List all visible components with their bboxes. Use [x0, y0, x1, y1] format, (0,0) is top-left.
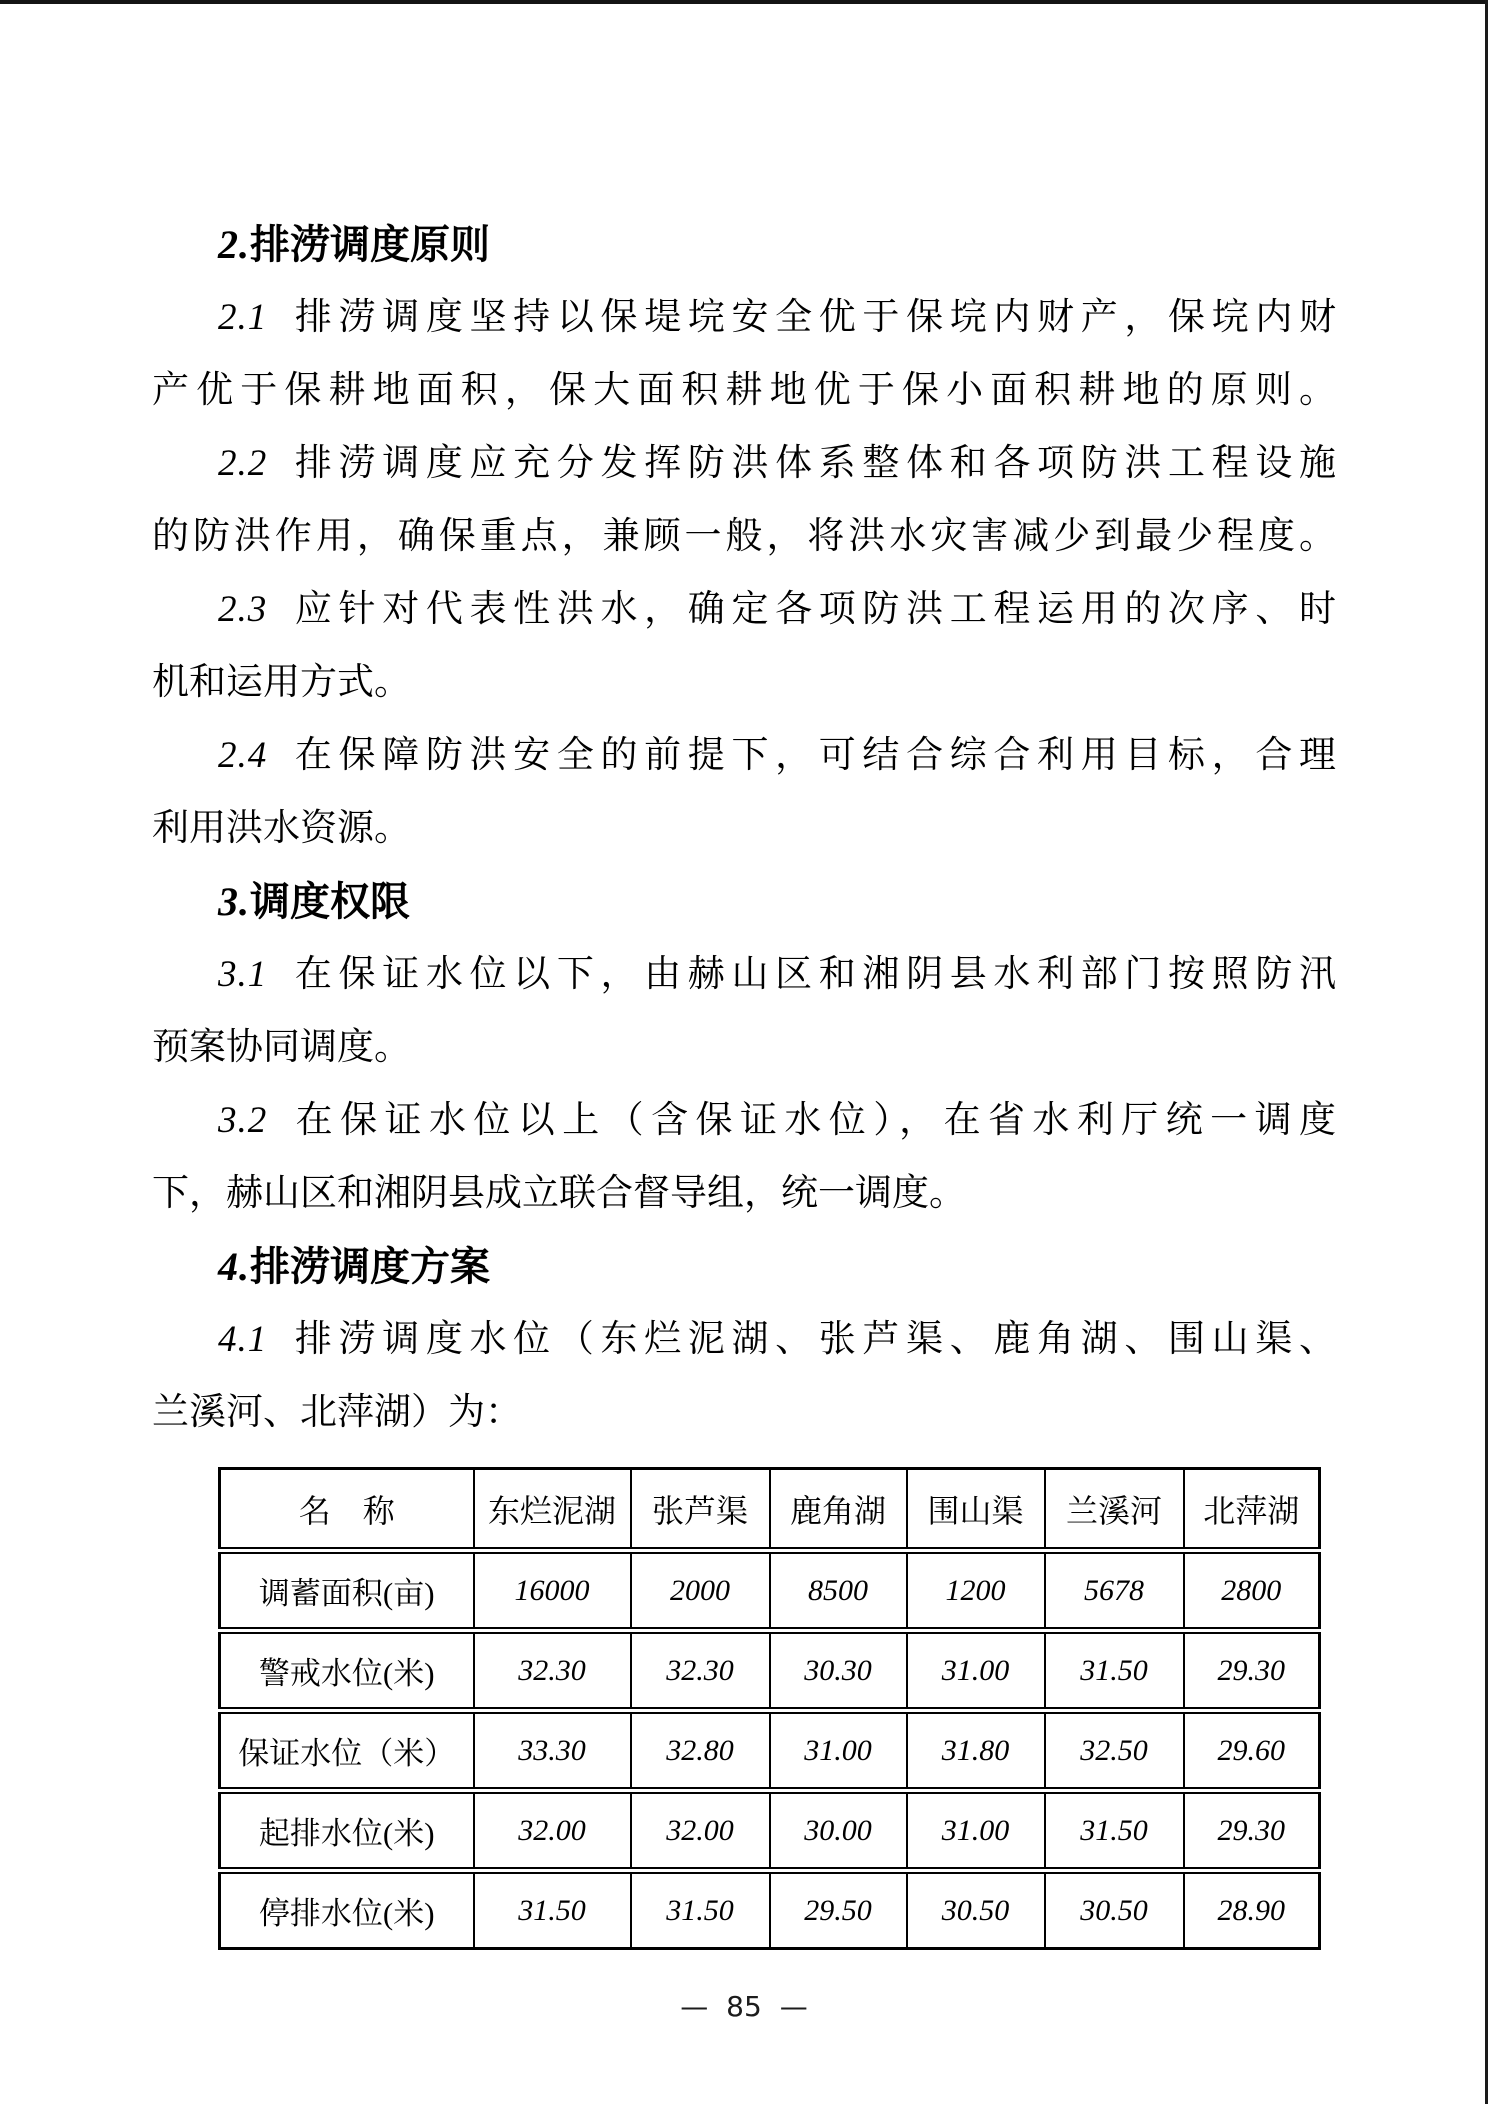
para-text: 机和运用方式。 — [152, 662, 411, 703]
para-text: 的防洪作用，确保重点，兼顾一般，将洪水灾害减少到最少程度。 — [152, 516, 1336, 557]
table-row-label: 调蓄面积(亩) — [220, 1551, 474, 1631]
table-header-cell: 张芦渠 — [631, 1469, 770, 1551]
para-text: 排涝调度应充分发挥防洪体系整体和各项防洪工程设施 — [288, 443, 1336, 484]
table-cell: 33.30 — [474, 1711, 631, 1791]
table-row — [220, 1631, 1320, 1711]
para-number: 2.1 — [218, 297, 268, 338]
page-number: — 85 — — [680, 1990, 808, 2023]
para-2-3-line-2 — [152, 646, 1336, 719]
para-4-1-line-1 — [152, 1303, 1336, 1376]
heading-number: 3. — [218, 879, 250, 924]
table-row-label: 停排水位(米) — [220, 1871, 474, 1949]
table-cell: 31.50 — [474, 1871, 631, 1949]
heading-2 — [152, 208, 1336, 281]
table-cell: 16000 — [474, 1551, 631, 1631]
table-header-cell: 东烂泥湖 — [474, 1469, 631, 1551]
table-header-cell: 北萍湖 — [1184, 1469, 1320, 1551]
table-header-row — [220, 1469, 1320, 1551]
table-row-label: 起排水位(米) — [220, 1791, 474, 1871]
para-2-2-line-2 — [152, 500, 1336, 573]
table-cell: 30.50 — [1045, 1871, 1184, 1949]
table-cell: 31.80 — [907, 1711, 1045, 1791]
table-cell: 32.30 — [474, 1631, 631, 1711]
table-header-cell: 名 称 — [220, 1469, 474, 1551]
para-number: 3.2 — [218, 1100, 268, 1141]
para-text: 在保证水位以下，由赫山区和湘阴县水利部门按照防汛 — [288, 954, 1336, 995]
para-2-1-line-2 — [152, 354, 1336, 427]
table-cell: 32.00 — [474, 1791, 631, 1871]
table-cell: 8500 — [770, 1551, 907, 1631]
para-text: 兰溪河、北萍湖）为： — [152, 1392, 522, 1433]
para-text: 排涝调度水位（东烂泥湖、张芦渠、鹿角湖、围山渠、 — [288, 1319, 1336, 1360]
table-cell: 29.30 — [1184, 1631, 1320, 1711]
para-4-1-line-2 — [152, 1376, 1336, 1449]
para-text: 在保证水位以上（含保证水位），在省水利厅统一调度 — [288, 1100, 1336, 1141]
para-2-4-line-1 — [152, 719, 1336, 792]
table-cell: 31.50 — [1045, 1631, 1184, 1711]
document-body-text — [152, 208, 1336, 1449]
para-number: 2.4 — [218, 735, 268, 776]
table-cell: 31.00 — [907, 1631, 1045, 1711]
table-cell: 29.60 — [1184, 1711, 1320, 1791]
table-cell: 28.90 — [1184, 1871, 1320, 1949]
table-header-cell: 兰溪河 — [1045, 1469, 1184, 1551]
table-cell: 31.50 — [1045, 1791, 1184, 1871]
para-3-1-line-1 — [152, 938, 1336, 1011]
table-row — [220, 1791, 1320, 1871]
heading-text: 排涝调度原则 — [250, 222, 490, 267]
scan-edge-top — [0, 0, 1488, 4]
para-number: 2.3 — [218, 589, 268, 630]
heading-text: 调度权限 — [250, 879, 410, 924]
table-row-label: 保证水位（米） — [220, 1711, 474, 1791]
drainage-water-level-table — [218, 1467, 1321, 1950]
para-text: 在保障防洪安全的前提下，可结合综合利用目标，合理 — [288, 735, 1336, 776]
table-cell: 29.50 — [770, 1871, 907, 1949]
para-text: 应针对代表性洪水，确定各项防洪工程运用的次序、时 — [288, 589, 1336, 630]
heading-3 — [152, 865, 1336, 938]
table-cell: 1200 — [907, 1551, 1045, 1631]
heading-number: 4. — [218, 1244, 250, 1289]
para-3-1-line-2 — [152, 1011, 1336, 1084]
table-cell: 30.50 — [907, 1871, 1045, 1949]
para-2-4-line-2 — [152, 792, 1336, 865]
para-text: 排涝调度坚持以保堤垸安全优于保垸内财产，保垸内财 — [288, 297, 1336, 338]
heading-text: 排涝调度方案 — [250, 1244, 490, 1289]
table-header-cell: 围山渠 — [907, 1469, 1045, 1551]
table-row — [220, 1551, 1320, 1631]
para-2-3-line-1 — [152, 573, 1336, 646]
heading-number: 2. — [218, 222, 250, 267]
table-cell: 32.30 — [631, 1631, 770, 1711]
para-3-2-line-1 — [152, 1084, 1336, 1157]
para-text: 下，赫山区和湘阴县成立联合督导组，统一调度。 — [152, 1173, 966, 1214]
table-cell: 32.00 — [631, 1791, 770, 1871]
table-cell: 31.00 — [907, 1791, 1045, 1871]
para-text: 预案协同调度。 — [152, 1027, 411, 1068]
table-cell: 32.50 — [1045, 1711, 1184, 1791]
para-number: 3.1 — [218, 954, 268, 995]
para-3-2-line-2 — [152, 1157, 1336, 1230]
table-cell: 32.80 — [631, 1711, 770, 1791]
para-text: 产优于保耕地面积，保大面积耕地优于保小面积耕地的原则。 — [152, 370, 1336, 411]
table-cell: 30.30 — [770, 1631, 907, 1711]
para-2-2-line-1 — [152, 427, 1336, 500]
table-row — [220, 1871, 1320, 1949]
para-2-1-line-1 — [152, 281, 1336, 354]
table-cell: 2000 — [631, 1551, 770, 1631]
para-number: 4.1 — [218, 1319, 268, 1360]
table-header-cell: 鹿角湖 — [770, 1469, 907, 1551]
table-row-label: 警戒水位(米) — [220, 1631, 474, 1711]
para-number: 2.2 — [218, 443, 268, 484]
table-cell: 29.30 — [1184, 1791, 1320, 1871]
table-row — [220, 1711, 1320, 1791]
para-text: 利用洪水资源。 — [152, 808, 411, 849]
heading-4 — [152, 1230, 1336, 1303]
table-cell: 5678 — [1045, 1551, 1184, 1631]
table-cell: 31.50 — [631, 1871, 770, 1949]
table-cell: 30.00 — [770, 1791, 907, 1871]
table-cell: 2800 — [1184, 1551, 1320, 1631]
table-cell: 31.00 — [770, 1711, 907, 1791]
